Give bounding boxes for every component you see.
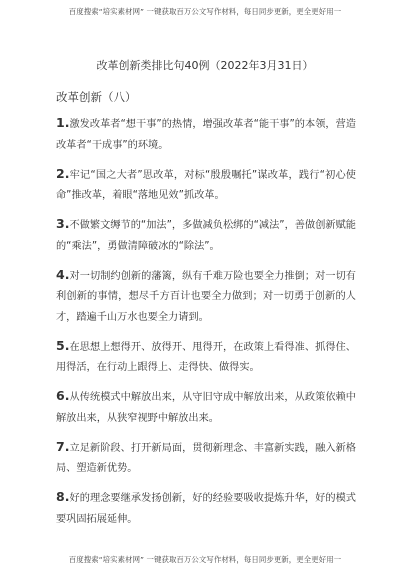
item-number: 4. bbox=[56, 266, 70, 282]
item-number: 5. bbox=[56, 337, 70, 353]
item-number: 2. bbox=[56, 165, 70, 181]
list-item bbox=[56, 265, 356, 329]
item-text: 激发改革者“想干事”的热情，增强改革者“能干事”的本领，营造改革者“干成事”的环境。 bbox=[56, 119, 356, 151]
list-item bbox=[56, 113, 356, 156]
item-text: 好的理念要继承发扬创新，好的经验要吸收提炼升华，好的模式要巩固拓展延伸。 bbox=[56, 493, 356, 525]
item-text: 立足新阶段、打开新局面，贯彻新理念、丰富新实践，融入新格局、塑造新优势。 bbox=[56, 442, 356, 474]
item-number: 6. bbox=[56, 388, 70, 403]
list-item bbox=[56, 214, 356, 257]
item-text: 不做繁文缛节的“加法”，多做减负松绑的“减法”，善做创新赋能的“乘法”，勇做清障破冰的“除法”。 bbox=[56, 220, 356, 252]
item-number: 1. bbox=[56, 115, 70, 130]
list-item bbox=[56, 336, 356, 379]
page-title: 改革创新类排比句40例（2022年3月31日） bbox=[96, 59, 314, 72]
list-item bbox=[56, 164, 356, 207]
item-text: 从传统模式中解放出来，从守旧守成中解放出来，从政策依赖中解放出来，从狭窄视野中解放出来。 bbox=[56, 392, 356, 424]
section-heading: 改革创新（八） bbox=[56, 90, 137, 104]
item-text: 牢记“国之大者”思改革，对标“殷殷嘱托”谋改革，践行“初心使命”推改革，着眼“落地见效”抓改革。 bbox=[56, 169, 356, 201]
list-item bbox=[56, 437, 356, 480]
item-number: 3. bbox=[56, 216, 70, 231]
item-number: 8. bbox=[56, 489, 70, 504]
list-item bbox=[56, 487, 356, 530]
item-text: 在思想上想得开、放得开、甩得开，在政策上看得准、抓得住、用得活，在行动上跟得上、走得快、做得实。 bbox=[56, 341, 356, 373]
item-list bbox=[56, 113, 356, 538]
item-number: 7. bbox=[56, 438, 70, 454]
footer-banner: 百度搜索“培实素材网” 一键获取百万公文写作材料，每日同步更新，更全更好用一 bbox=[68, 555, 342, 564]
item-text: 对一切制约创新的藩篱，纵有千难万险也要全力推倒；对一切有利创新的事情，想尽千方百计也要全力做到；对一切勇于创新的人才，踏遍千山万水也要全力请到。 bbox=[56, 270, 356, 323]
header-banner: 百度搜索“培实素材网” 一键获取百万公文写作材料，每日同步更新，更全更好用一 bbox=[68, 7, 342, 16]
list-item bbox=[56, 386, 356, 429]
